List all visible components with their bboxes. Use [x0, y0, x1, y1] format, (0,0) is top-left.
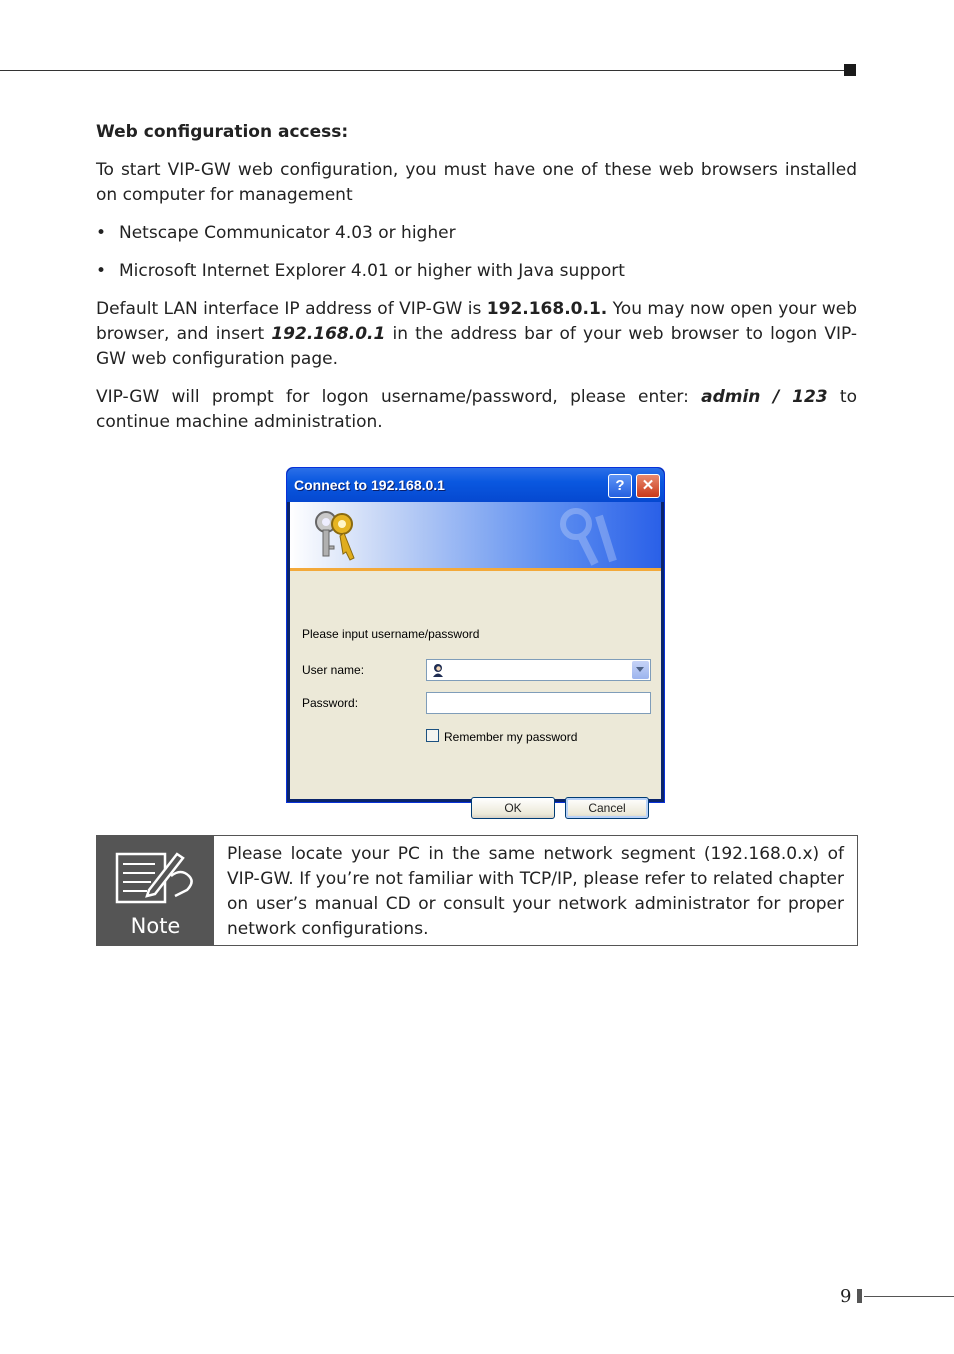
bullet-symbol: •	[96, 261, 107, 281]
cred-text-a: VIP-GW will prompt for logon username/password, please enter:	[96, 387, 702, 407]
dialog-body	[290, 502, 661, 815]
footer-rule	[864, 1296, 954, 1297]
ip-address-bold: 192.168.0.1.	[486, 299, 608, 319]
keys-watermark-icon	[551, 506, 621, 566]
page-marker	[857, 1289, 862, 1303]
remember-password-checkbox[interactable]	[426, 729, 439, 742]
login-dialog	[286, 467, 665, 815]
bullet-item	[96, 259, 857, 284]
close-button[interactable]: ✕	[636, 474, 660, 498]
bullet-item	[96, 221, 857, 246]
username-label: User name:	[302, 663, 365, 677]
cred-text-b: to continue machine administration.	[96, 387, 857, 432]
chevron-down-icon[interactable]	[632, 661, 649, 679]
ip-text-a: Default LAN interface IP address of VIP-GW is	[96, 299, 487, 319]
dialog-banner	[290, 502, 661, 571]
note-pen-icon	[111, 846, 199, 912]
dialog-prompt: Please input username/password	[302, 627, 480, 641]
dialog-title: Connect to 192.168.0.1	[294, 477, 445, 493]
main-content	[96, 120, 857, 448]
section-heading: Web configuration access:	[96, 122, 349, 142]
credentials-value: admin / 123	[701, 387, 828, 407]
ip-text-c: in the address bar of your web browser to logon VIP-GW web configuration page.	[96, 324, 857, 369]
note-sidebar	[97, 836, 214, 945]
keys-icon	[306, 506, 366, 566]
credentials-paragraph	[96, 385, 857, 435]
ip-address-italic: 192.168.0.1	[271, 324, 386, 344]
page-number: 9	[840, 1286, 852, 1307]
header-rule	[0, 70, 846, 71]
ok-button[interactable]: OK	[471, 797, 555, 819]
remember-password-label[interactable]: Remember my password	[444, 730, 578, 744]
note-box	[96, 835, 858, 946]
note-label: Note	[130, 914, 181, 938]
intro-paragraph: To start VIP-GW web configuration, you must have one of these web browsers installed on computer for management	[96, 160, 857, 205]
note-text: Please locate your PC in the same network segment (192.168.0.x) of VIP-GW. If you’re not familiar with TCP/IP, please refer to related chapter on user’s manual CD or consult your network administrator for proper network configurations.	[227, 844, 844, 939]
dialog-titlebar[interactable]	[287, 468, 664, 502]
user-icon	[431, 663, 445, 677]
cancel-button[interactable]: Cancel	[565, 797, 649, 819]
bullet-text: Microsoft Internet Explorer 4.01 or higher with Java support	[119, 261, 625, 281]
username-combobox[interactable]	[426, 659, 651, 681]
bullet-text: Netscape Communicator 4.03 or higher	[119, 223, 456, 243]
bullet-symbol: •	[96, 223, 107, 243]
help-button[interactable]: ?	[608, 474, 632, 498]
header-square-marker	[844, 64, 856, 76]
ip-paragraph	[96, 297, 857, 372]
password-label: Password:	[302, 696, 359, 710]
ip-text-b: You may now open your web browser, and insert	[96, 299, 857, 344]
password-field[interactable]	[426, 692, 651, 714]
